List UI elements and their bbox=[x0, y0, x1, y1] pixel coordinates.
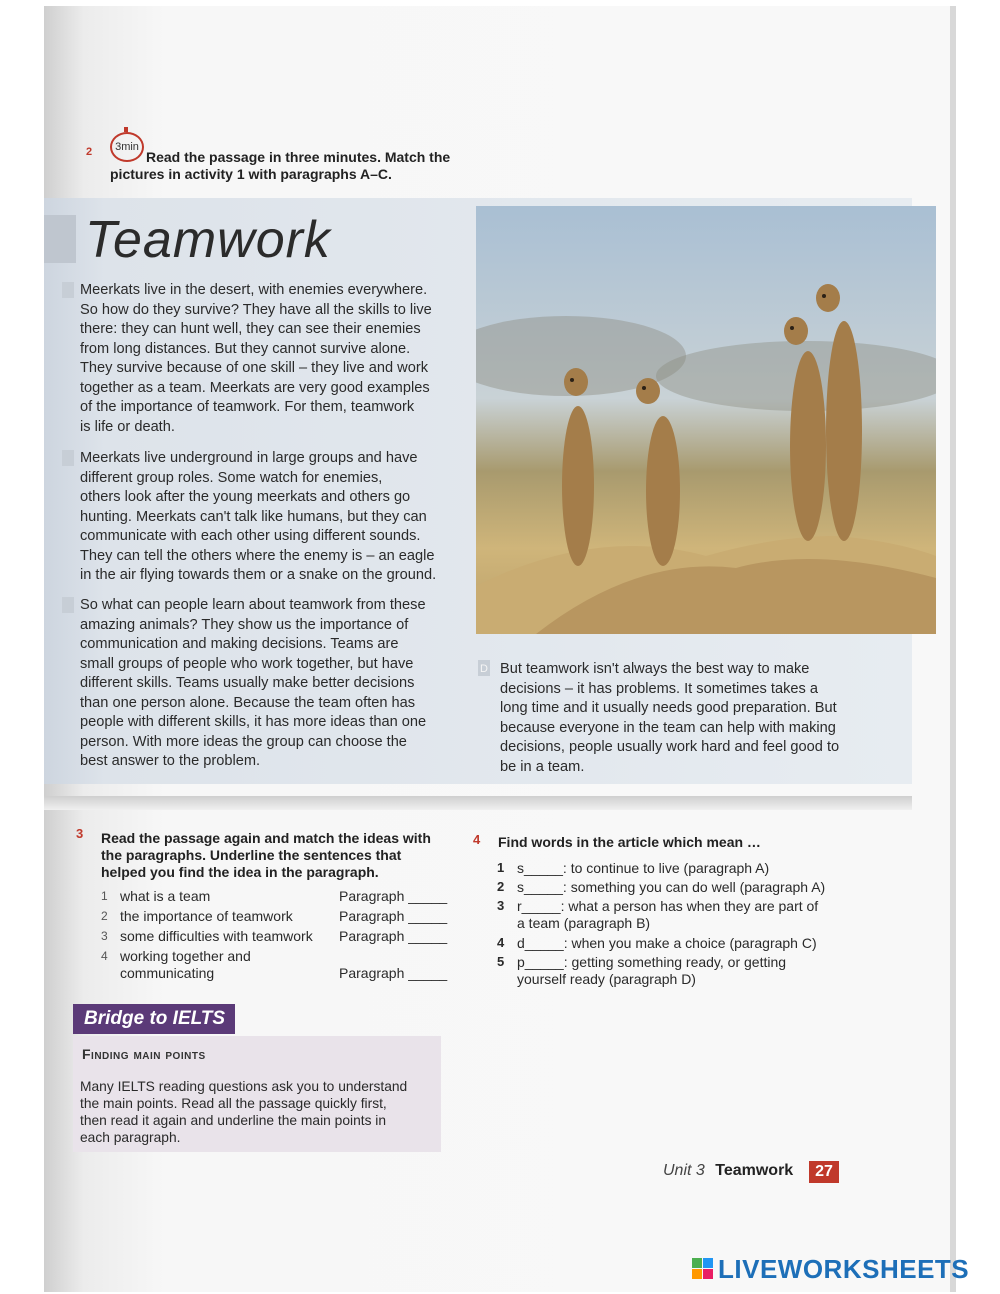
item-number: 3 bbox=[497, 898, 505, 913]
paragraph-answer-blank[interactable]: Paragraph _____ bbox=[339, 908, 448, 924]
activity-2-instruction-line2: pictures in activity 1 with paragraphs A–C. bbox=[110, 166, 392, 182]
activity-2-number: 2 bbox=[86, 146, 93, 158]
bridge-body bbox=[80, 1078, 435, 1146]
text-line: helped you find the idea in the paragraph. bbox=[101, 864, 379, 880]
activity-4-item bbox=[497, 933, 857, 952]
text-line: together as a team. Meerkats are very good examples bbox=[80, 379, 430, 396]
page-edge bbox=[950, 6, 956, 1292]
text-line: different group roles. Some watch for enemies, bbox=[80, 469, 383, 486]
activity-3-number: 3 bbox=[76, 826, 84, 841]
text-line: different skills. Teams usually make better decisions bbox=[80, 675, 415, 691]
text-line: decisions, people usually work hard and feel good to bbox=[500, 739, 840, 755]
text-line: of the importance of teamwork. For them, teamwork bbox=[80, 399, 415, 415]
paragraph-b-marker bbox=[62, 450, 74, 466]
item-text: the importance of teamwork bbox=[120, 908, 293, 924]
bridge-heading: Finding main points bbox=[82, 1046, 206, 1062]
item-number: 2 bbox=[497, 879, 505, 894]
title-tab bbox=[44, 215, 76, 263]
meerkats-photo bbox=[476, 206, 936, 634]
text-line: decisions – it has problems. It sometimes takes a bbox=[500, 680, 818, 697]
liveworksheets-logo-text: LIVEWORKSHEETS bbox=[718, 1254, 970, 1284]
text-line: Many IELTS reading questions ask you to understand bbox=[80, 1079, 408, 1094]
item-number: 2 bbox=[101, 909, 108, 923]
timer-icon bbox=[110, 132, 144, 162]
text-line: the paragraphs. Underline the sentences that bbox=[101, 847, 402, 863]
text-line: So how do they survive? They have all the skills to live bbox=[80, 301, 432, 318]
activity-4-number: 4 bbox=[473, 832, 481, 847]
paragraph-answer-blank[interactable]: Paragraph _____ bbox=[339, 965, 448, 981]
text-line: then read it again and underline the main points in bbox=[80, 1113, 387, 1128]
item-text[interactable]: s_____: something you can do well (paragraph A) bbox=[517, 879, 826, 895]
activity-3-item bbox=[101, 926, 451, 946]
paragraph-a bbox=[80, 281, 470, 437]
activity-4-list bbox=[497, 858, 857, 989]
activity-4-item bbox=[497, 952, 857, 989]
text-line: They survive because of one skill – they live and work bbox=[80, 360, 428, 376]
item-text: what is a team bbox=[120, 888, 211, 904]
text-line: because everyone in the team can help with making bbox=[500, 719, 836, 736]
text-line: communication and making decisions. Teams are bbox=[80, 636, 399, 652]
item-number: 1 bbox=[497, 860, 505, 875]
text-line: be in a team. bbox=[500, 758, 585, 775]
unit-title: Teamwork bbox=[715, 1162, 794, 1179]
page-number: 27 bbox=[809, 1161, 839, 1183]
item-text: some difficulties with teamwork bbox=[120, 928, 313, 944]
item-number: 4 bbox=[497, 935, 505, 950]
text-line: amazing animals? They show us the importance of bbox=[80, 616, 409, 633]
paragraph-d bbox=[500, 660, 880, 777]
activity-3-item bbox=[101, 946, 451, 984]
item-number: 3 bbox=[101, 929, 108, 943]
text-line: small groups of people who work together, but have bbox=[80, 655, 414, 672]
text-line: than one person alone. Because the team often has bbox=[80, 694, 416, 711]
article-title: Teamwork bbox=[85, 211, 331, 269]
paragraph-answer-blank[interactable]: Paragraph _____ bbox=[339, 928, 448, 944]
bridge-to-ielts-banner: Bridge to IELTS bbox=[73, 1004, 235, 1034]
text-line: the main points. Read all the passage quickly first, bbox=[80, 1096, 387, 1111]
activity-4-item bbox=[497, 896, 857, 933]
text-line: there: they can hunt well, they can see their enemies bbox=[80, 321, 421, 337]
text-line: each paragraph. bbox=[80, 1130, 181, 1145]
text-line: communicate with each other using different sounds. bbox=[80, 528, 421, 544]
item-number: 5 bbox=[497, 954, 505, 969]
text-line: long time and it usually needs good preparation. But bbox=[500, 700, 837, 716]
unit-label: Unit 3 bbox=[663, 1162, 705, 1179]
text-line: people with different skills, it has more ideas than one bbox=[80, 714, 427, 730]
text-line: They can tell the others where the enemy is – an eagle bbox=[80, 547, 435, 564]
item-text-line2: yourself ready (paragraph D) bbox=[517, 971, 696, 987]
item-text[interactable]: d_____: when you make a choice (paragraph C) bbox=[517, 935, 817, 951]
text-line: Read the passage again and match the ideas with bbox=[101, 830, 431, 846]
paragraph-c-marker bbox=[62, 597, 74, 613]
text-line: best answer to the problem. bbox=[80, 753, 261, 769]
text-line: from long distances. But they cannot survive alone. bbox=[80, 340, 411, 357]
item-text-line2: a team (paragraph B) bbox=[517, 915, 651, 931]
item-number: 4 bbox=[101, 949, 108, 963]
activity-4-item bbox=[497, 858, 857, 877]
paragraph-c bbox=[80, 596, 470, 772]
activity-3-instruction bbox=[101, 830, 431, 881]
text-line: Meerkats live underground in large groups and have bbox=[80, 450, 418, 466]
text-line: So what can people learn about teamwork from these bbox=[80, 597, 426, 613]
activity-3-item bbox=[101, 886, 451, 906]
item-text-line2: communicating bbox=[120, 965, 215, 981]
text-line: others look after the young meerkats and others go bbox=[80, 489, 411, 505]
text-line: is life or death. bbox=[80, 418, 175, 435]
item-text[interactable]: s_____: to continue to live (paragraph A) bbox=[517, 860, 770, 876]
item-text[interactable]: p_____: getting something ready, or getting bbox=[517, 954, 787, 970]
activity-3-item bbox=[101, 906, 451, 926]
text-line: But teamwork isn't always the best way to make bbox=[500, 661, 810, 677]
activity-4-instruction: Find words in the article which mean … bbox=[498, 834, 761, 850]
paragraph-answer-blank[interactable]: Paragraph _____ bbox=[339, 888, 448, 904]
item-number: 1 bbox=[101, 889, 108, 903]
activity-4-item bbox=[497, 877, 857, 896]
text-line: person. With more ideas the group can choose the bbox=[80, 733, 407, 750]
paragraph-d-label: D bbox=[480, 663, 488, 675]
text-line: Meerkats live in the desert, with enemies everywhere. bbox=[80, 282, 428, 298]
activity-3-list bbox=[101, 886, 451, 984]
meerkats-illustration bbox=[476, 206, 936, 634]
activity-2-instruction-line1: Read the passage in three minutes. Match the bbox=[146, 149, 451, 165]
footer-unit bbox=[663, 1162, 793, 1180]
item-text[interactable]: r_____: what a person has when they are part of bbox=[517, 898, 819, 914]
paragraph-a-marker bbox=[62, 282, 74, 298]
paragraph-b bbox=[80, 449, 470, 586]
text-line: in the air flying towards them or a snake on the ground. bbox=[80, 567, 437, 583]
text-line: hunting. Meerkats can't talk like humans, but they can bbox=[80, 508, 427, 525]
liveworksheets-logo-icon bbox=[692, 1258, 714, 1280]
timer-label: 3min bbox=[115, 141, 139, 153]
section-divider bbox=[44, 796, 912, 810]
item-text: working together and bbox=[120, 948, 251, 964]
